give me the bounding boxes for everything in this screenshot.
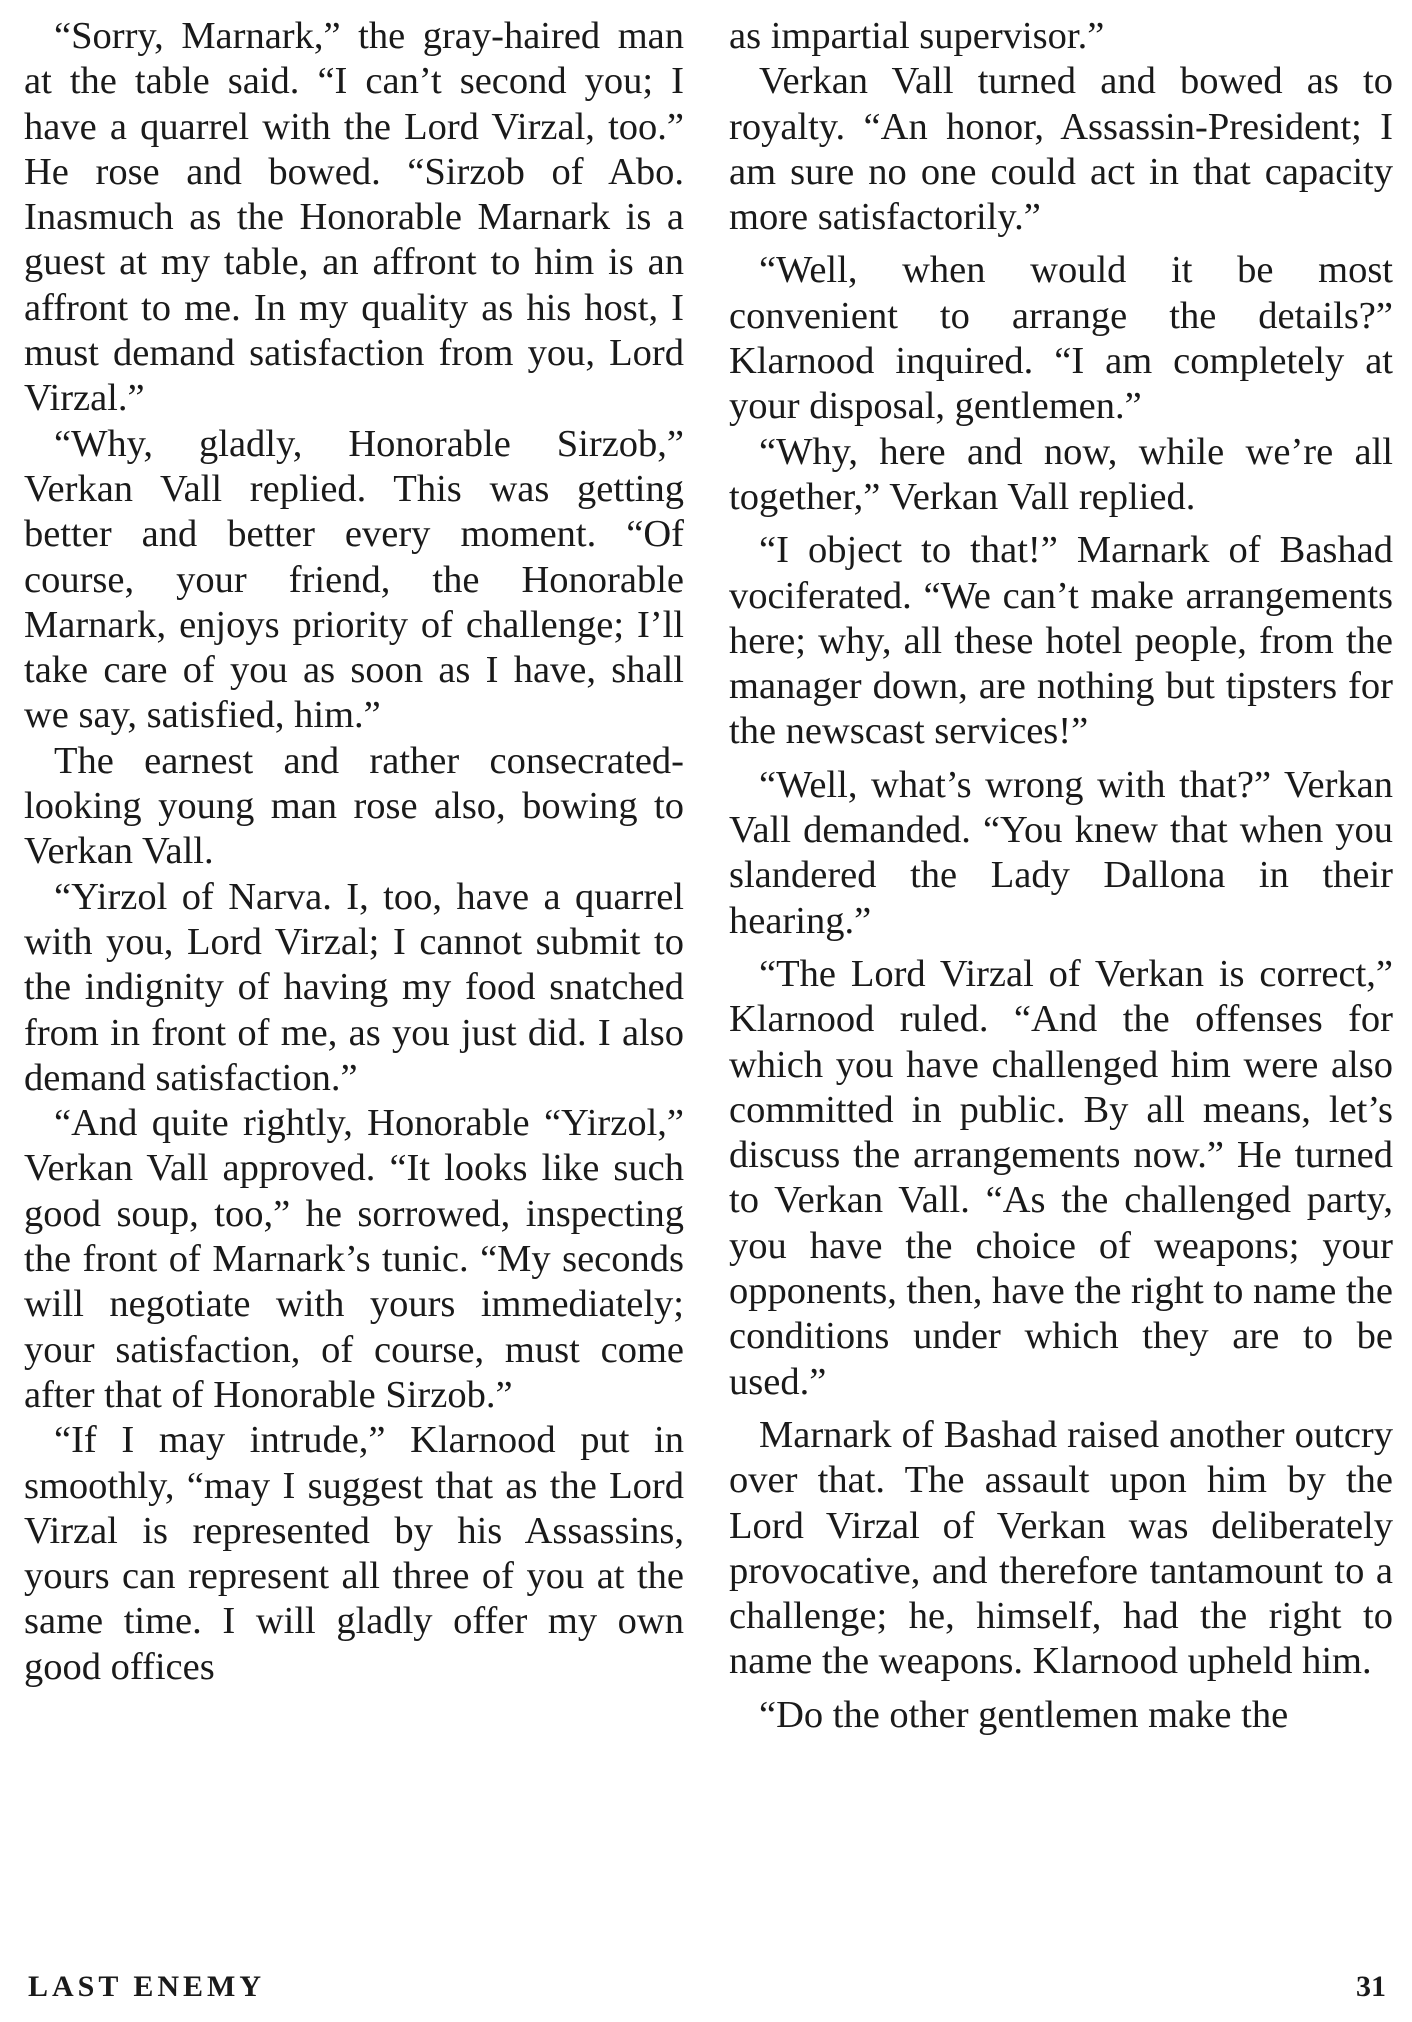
paragraph: Marnark of Bashad raised another outcry over that. The assault upon him by the Lord Virzal of Verkan was deliberately provocative, and therefore tantamount to a challenge; he, himself, had the right to name the weapons. Klarnood upheld him. bbox=[729, 1413, 1393, 1683]
paragraph: “Yirzol of Narva. I, too, have a quarrel with you, Lord Virzal; I cannot submit to the indignity of having my food snatched from in front of me, as you just did. I also demand satisfaction.” bbox=[24, 875, 684, 1099]
paragraph: “Do the other gentlemen make the bbox=[759, 1693, 1289, 1736]
paragraph: The earnest and rather consecrated-looking young man rose also, bowing to Verkan Vall. bbox=[24, 739, 684, 873]
paragraph: “Why, gladly, Honorable Sirzob,” Verkan Vall replied. This was getting better and better every moment. “Of course, your friend, the Honorable Marnark, enjoys priority of challenge; I’ll take care of you as soon as I have, shall we say, satisfied, him.” bbox=[24, 422, 684, 737]
paragraph: Verkan Vall turned and bowed as to royalty. “An honor, Assassin-President; I am sure no one could act in that capacity more satisfactorily.” bbox=[729, 60, 1393, 239]
paragraph: “Sorry, Marnark,” the gray-haired man at the table said. “I can’t second you; I have a quarrel with the Lord Virzal, too.” He rose and bowed. “Sirzob of Abo. Inasmuch as the Honorable Marnark is a guest at my table, an affront to him is an affront to me. In my quality as his host, I must demand satisfaction from you, Lord Virzal.” bbox=[24, 15, 684, 420]
text-column-left bbox=[24, 14, 684, 1690]
paragraph: “I object to that!” Marnark of Bashad vociferated. “We can’t make arrangements here; why, all these hotel people, from the manager down, are nothing but tipsters for the newscast services!” bbox=[729, 529, 1393, 753]
paragraph: “Well, what’s wrong with that?” Verkan Vall demanded. “You knew that when you slandered the Lady Dallona in their hearing.” bbox=[729, 763, 1393, 942]
paragraph: “And quite rightly, Honorable “Yirzol,” Verkan Vall approved. “It looks like such good soup, too,” he sorrowed, inspecting the front of Marnark’s tunic. “My seconds will negotiate with yours immediately; your satisfaction, of course, must come after that of Honorable Sirzob.” bbox=[24, 1102, 684, 1416]
paragraph: “Why, here and now, while we’re all together,” Verkan Vall replied. bbox=[729, 430, 1393, 518]
page-footer bbox=[28, 1970, 1386, 2010]
paragraph-continued: as impartial supervisor.” bbox=[729, 15, 1105, 57]
running-head: LAST ENEMY bbox=[28, 1970, 265, 2003]
paragraph: “Well, when would it be most convenient to arrange the details?” Klarnood inquired. “I am completely at your disposal, gentlemen.” bbox=[729, 249, 1393, 428]
paragraph: “If I may intrude,” Klarnood put in smoothly, “may I suggest that as the Lord Virzal is represented by his Assassins, yours can represent all three of you at the same time. I will gladly offer my own good offices bbox=[24, 1419, 684, 1688]
page-number: 31 bbox=[1356, 1970, 1386, 2003]
text-column-right bbox=[729, 14, 1393, 1738]
paragraph: “The Lord Virzal of Verkan is correct,” Klarnood ruled. “And the offenses for which you have challenged him were also committed in public. By all means, let’s discuss the arrangements now.” He turned to Verkan Vall. “As the challenged party, you have the choice of weapons; your opponents, then, have the right to name the conditions under which they are to be used.” bbox=[729, 952, 1393, 1403]
